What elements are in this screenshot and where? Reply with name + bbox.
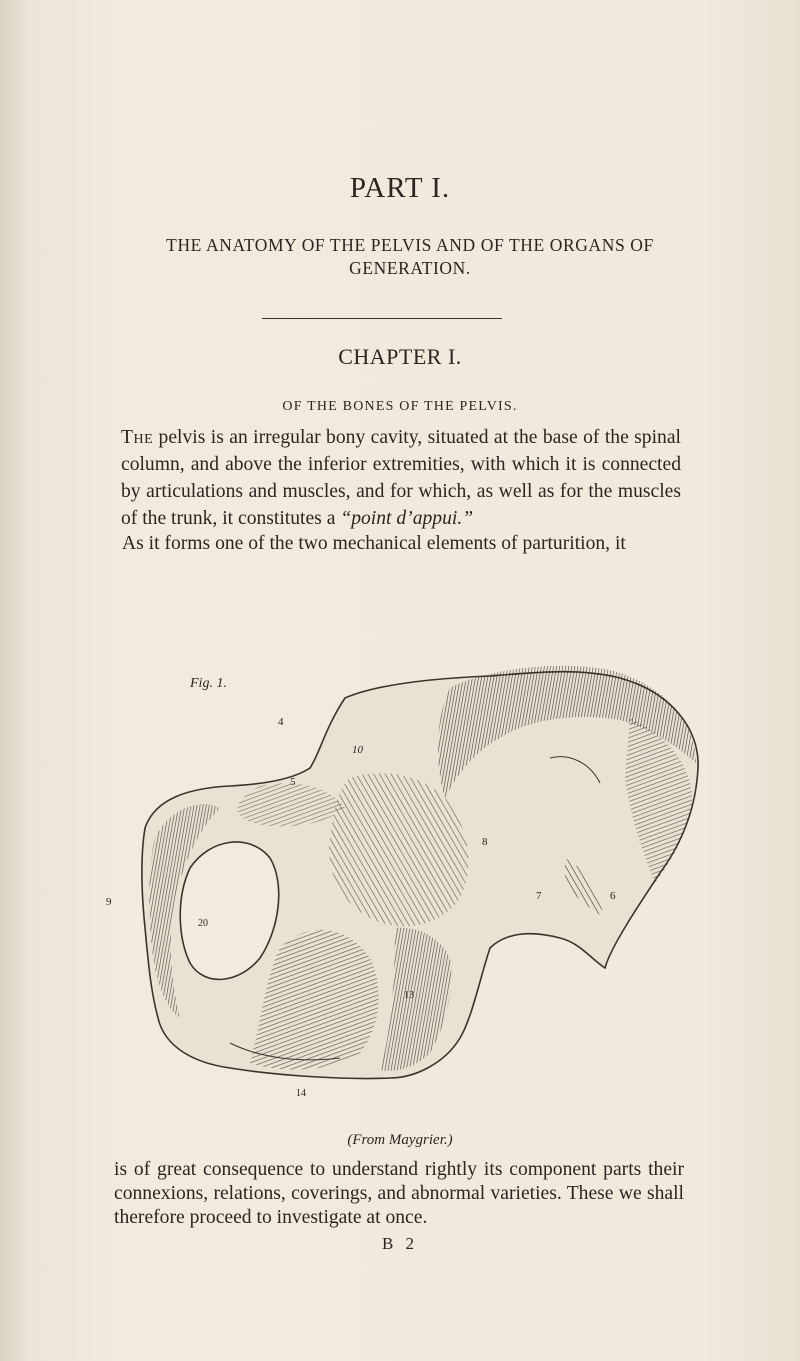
figure-number: 20 xyxy=(198,918,208,929)
figure-number: 10 xyxy=(352,744,363,756)
figure-number: 6 xyxy=(610,890,616,902)
part-subtitle: THE ANATOMY OF THE PELVIS AND OF THE ORGANS OF GENERATION. xyxy=(166,235,654,278)
figure-number: 8 xyxy=(482,836,488,848)
paragraph-1-body: pelvis is an irregular bony cavity, situated at the base of the spinal column, and above the inferior extremities, with which it is connected by articulations and muscles, and for which, as well as for the muscles of the trunk, it constitutes a xyxy=(121,427,681,529)
pelvis-figure xyxy=(106,658,710,1103)
signature-mark: B 2 xyxy=(381,1234,419,1253)
chapter-title: CHAPTER I. xyxy=(338,344,462,369)
figure-number: 14 xyxy=(296,1088,306,1099)
figure-label: Fig. 1. xyxy=(190,676,227,691)
paragraph-lead-word: The xyxy=(121,427,154,448)
pelvis-bone-illustration xyxy=(110,658,710,1103)
paragraph-2: As it forms one of the two mechanical elements of parturition, it xyxy=(122,533,626,554)
figure-number: 9 xyxy=(106,896,112,908)
figure-number: 13 xyxy=(404,990,414,1001)
figure-number: 5 xyxy=(290,776,296,788)
figure-caption: (From Maygrier.) xyxy=(347,1132,453,1148)
paragraph-1 xyxy=(121,424,681,532)
part-title: PART I. xyxy=(349,172,451,204)
chapter-subtitle: OF THE BONES OF THE PELVIS. xyxy=(282,399,518,414)
paragraph-3: is of great consequence to understand rightly its component parts their connexions, relations, coverings, and abnormal varieties. These we shall therefore proceed to investigate at once. xyxy=(114,1159,684,1228)
figure-number: 7 xyxy=(536,890,542,902)
figure-number: 4 xyxy=(278,716,284,728)
paragraph-1-italic: “point d’appui.” xyxy=(340,508,474,529)
divider-rule xyxy=(262,318,502,319)
